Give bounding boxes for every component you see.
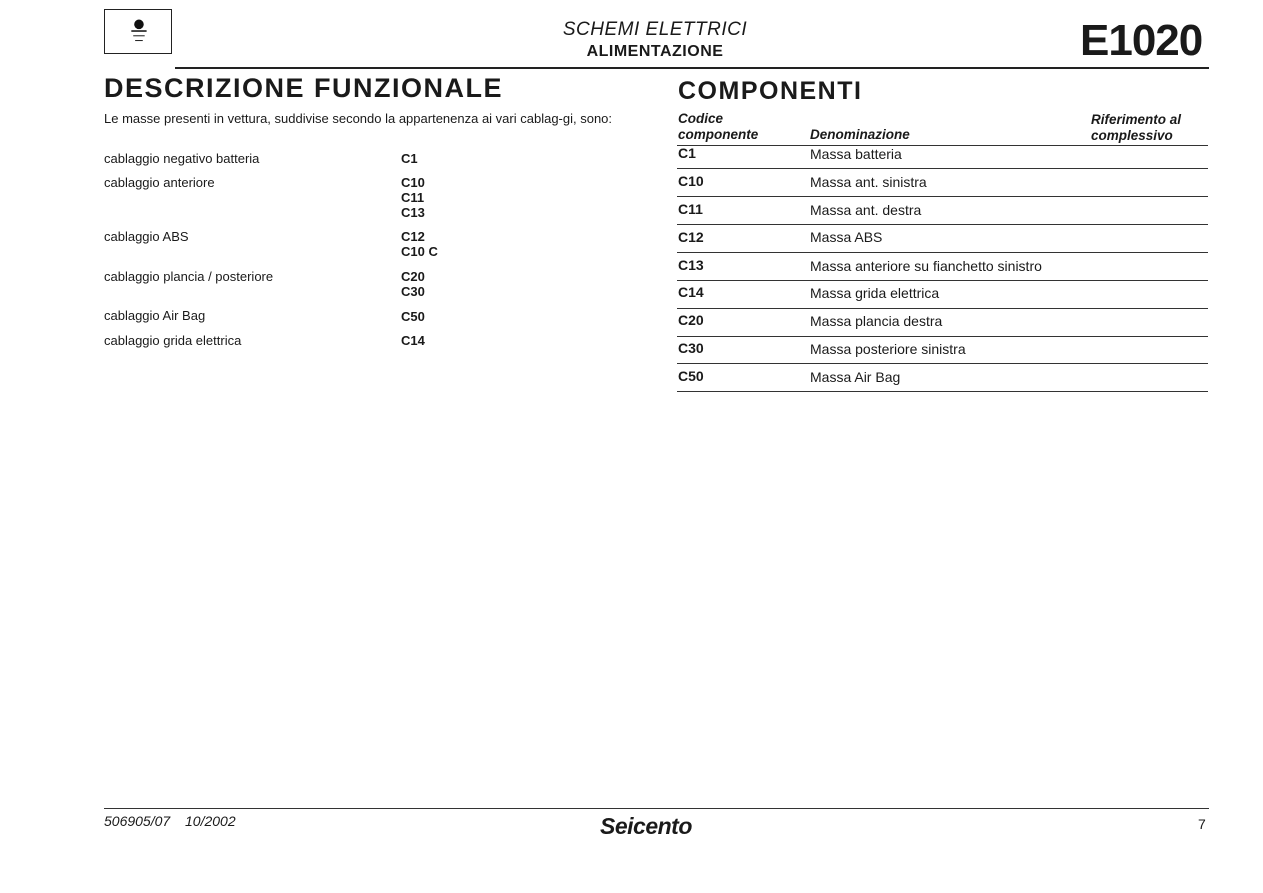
wiring-code: C10 C [401,244,438,259]
wiring-label: cablaggio anteriore [104,175,215,190]
wiring-label: cablaggio Air Bag [104,308,206,323]
component-code: C30 [678,340,704,356]
wiring-code: C12 [401,229,425,244]
table-rule [677,363,1208,364]
components-heading: COMPONENTI [678,77,863,105]
component-code: C13 [678,257,704,273]
wiring-code: C13 [401,205,425,220]
column-header-name: Denominazione [810,127,910,142]
footer-date: 10/2002 [185,813,236,829]
description-intro: Le masse presenti in vettura, suddivise secondo la appartenenza ai vari cablag-gi, sono: [104,111,613,126]
table-rule [677,280,1208,281]
component-code: C1 [678,145,696,161]
component-code: C14 [678,284,704,300]
component-name: Massa ABS [810,229,883,245]
table-rule [677,391,1208,392]
wiring-label: cablaggio negativo batteria [104,151,260,166]
description-heading: DESCRIZIONE FUNZIONALE [104,73,504,103]
table-rule [677,196,1208,197]
component-name: Massa posteriore sinistra [810,341,966,357]
footer-document-number: 506905/07 [104,813,171,829]
component-name: Massa ant. destra [810,202,922,218]
wiring-codes [401,269,425,299]
wiring-codes [401,229,438,259]
wiring-label: cablaggio grida elettrica [104,333,242,348]
component-name: Massa anteriore su fianchetto sinistro [810,258,1042,274]
table-rule [677,336,1208,337]
component-code: C10 [678,173,704,189]
component-name: Massa batteria [810,146,902,162]
wiring-code: C11 [401,190,425,205]
footer-brand: Seicento [600,813,692,839]
component-code: C20 [678,312,704,328]
column-header-code: Codice componente [678,111,759,142]
wiring-code: C14 [401,333,425,348]
table-rule [677,252,1208,253]
table-rule [677,168,1208,169]
wiring-codes [401,309,425,324]
wiring-code: C50 [401,309,425,324]
wiring-label: cablaggio ABS [104,229,189,244]
table-rule [677,145,1208,146]
table-rule [677,224,1208,225]
wiring-codes [401,151,418,166]
wiring-code: C1 [401,151,418,166]
column-header-reference: Riferimento al complessivo [1091,112,1182,143]
wiring-codes [401,175,425,220]
page-number: 7 [1198,816,1206,832]
component-name: Massa Air Bag [810,369,901,385]
header-divider [175,67,1209,69]
wiring-codes [401,333,425,348]
header-subtitle: ALIMENTAZIONE [586,43,724,60]
footer-divider [104,808,1209,809]
component-name: Massa ant. sinistra [810,174,927,190]
component-name: Massa plancia destra [810,313,943,329]
wiring-code: C20 [401,269,425,284]
component-code: C11 [678,201,703,217]
component-code: C50 [678,368,704,384]
component-code: C12 [678,229,704,245]
wiring-code: C30 [401,284,425,299]
header-title: SCHEMI ELETTRICI [562,19,748,40]
ground-symbol-icon [105,10,171,53]
table-rule [677,308,1208,309]
document-code: E1020 [1080,16,1203,65]
wiring-code: C10 [401,175,425,190]
ground-symbol-box [104,9,172,54]
wiring-label: cablaggio plancia / posteriore [104,269,274,284]
component-name: Massa grida elettrica [810,285,940,301]
